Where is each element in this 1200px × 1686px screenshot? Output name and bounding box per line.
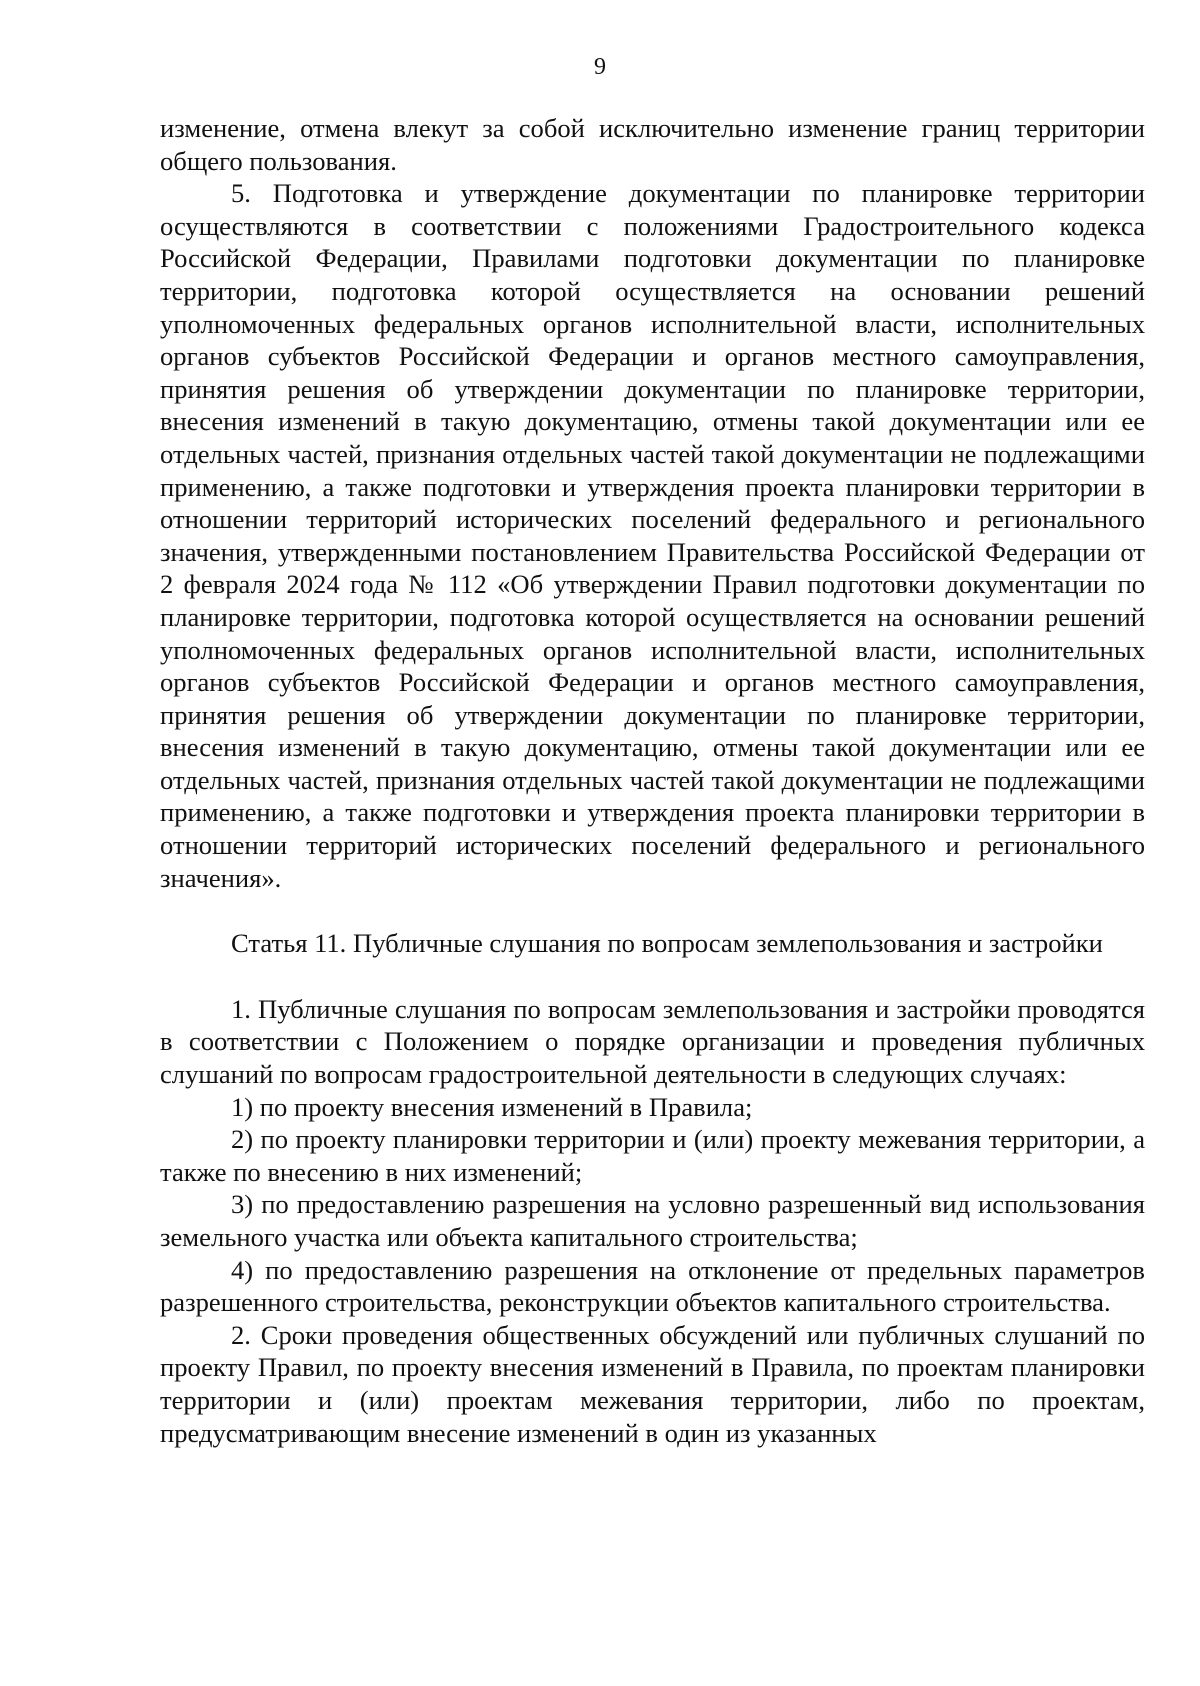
document-body bbox=[160, 112, 1145, 1449]
paragraph-item-2: 2. Сроки проведения общественных обсуждений или публичных слушаний по проекту Правил, по проекту внесения изменений в Правила, по проектам планировки территории и (или) проектам межевания территории, либо по проектам, предусматривающим внесение изменений в один из указанных bbox=[160, 1319, 1145, 1448]
paragraph-item-1: 1. Публичные слушания по вопросам землепользования и застройки проводятся в соответствии с Положением о порядке организации и проведения публичных слушаний по вопросам градостроительной деятельности в следующих случаях: bbox=[160, 993, 1145, 1090]
list-item-2: 2) по проекту планировки территории и (или) проекту межевания территории, а также по внесению в них изменений; bbox=[160, 1124, 1145, 1187]
paragraph-item-5: 5. Подготовка и утверждение документации по планировке территории осуществляются в соответствии с положениями Градостроительного кодекса Российской Федерации, Правилами подготовки документации по планировке территории, подготовка которой осуществляется на основании решений уполномоченных федеральных органов исполнительной власти, исполнительных органов субъектов Российской Федерации и органов местного самоуправления, принятия решения об утверждении документации по планировке территории, внесения изменений в такую документацию, отмены такой документации или ее отдельных частей, признания отдельных частей такой документации не подлежащими применению, а также подготовки и утверждения проекта планировки территории в отношении территорий исторических поселений федерального и регионального значения, утвержденными постановлением Правительства Российской Федерации от 2 февраля 2024 года № 112 «Об утверждении Правил подготовки документации по планировке территории, подготовка которой осуществляется на основании решений уполномоченных федеральных органов исполнительной власти, исполнительных органов субъектов Российской Федерации и органов местного самоуправления, принятия решения об утверждении документации по планировке территории, внесения изменений в такую документацию, отмены такой документации или ее отдельных частей, признания отдельных частей такой документации не подлежащими применению, а также подготовки и утверждения проекта планировки территории в отношении территорий исторических поселений федерального и регионального значения». bbox=[160, 178, 1145, 893]
paragraph-continuation: изменение, отмена влекут за собой исключительно изменение границ территории общего пользования. bbox=[160, 113, 1145, 176]
list-item-1: 1) по проекту внесения изменений в Правила; bbox=[231, 1091, 753, 1122]
page-number: 9 bbox=[594, 54, 606, 80]
list-item-4: 4) по предоставлению разрешения на отклонение от предельных параметров разрешенного строительства, реконструкции объектов капитального строительства. bbox=[160, 1254, 1145, 1318]
list-item-3: 3) по предоставлению разрешения на условно разрешенный вид использования земельного участка или объекта капитального строительства; bbox=[160, 1189, 1145, 1252]
article-heading: Статья 11. Публичные слушания по вопросам землепользования и застройки bbox=[231, 928, 1103, 959]
